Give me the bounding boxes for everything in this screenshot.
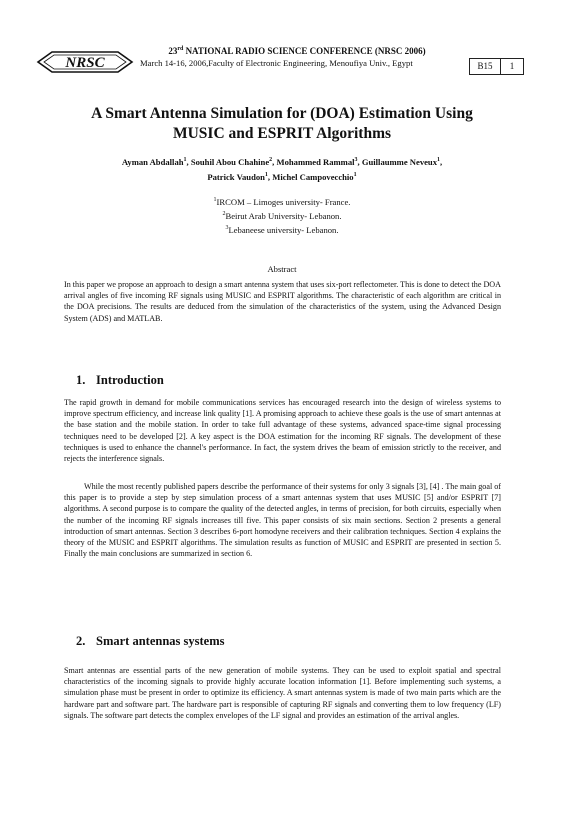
authors-line-2: Patrick Vaudon$^1$, Michel Campovecchio$^1$ [207, 171, 357, 182]
conference-details: March 14-16, 2006,Faculty of Electronic Engineering, Menoufiya Univ., Egypt [140, 58, 413, 68]
conference-header [36, 44, 536, 80]
abstract-heading: Abstract [267, 264, 297, 274]
author-affiliation-mark: 1 [264, 171, 268, 178]
affiliation-text: Beirut Arab University- Lebanon. [225, 210, 342, 221]
author-name: Guillaumme Neveux [361, 156, 438, 167]
section-title: Introduction [96, 373, 164, 387]
introduction-paragraph-2 [64, 481, 501, 559]
page-number: 1 [501, 58, 524, 75]
abstract-text: In this paper we propose an approach to design a smart antenna system that uses six-port reflectometer. This is done to detect the DOA arrival angles of five incoming RF signals using MUSIC and ESPRIT algorithms. The characteristic of each algorithm are critical in the DOA precisions. The results are deduced from the simulation of the characteristics of the system, using the Advanced Design System (ADS) and MATLAB. [64, 280, 501, 323]
author-affiliation-mark: 3 [354, 157, 358, 163]
title-line-1: A Smart Antenna Simulation for (DOA) Estimation Using [91, 105, 473, 122]
affiliation-item [40, 222, 524, 236]
paper-code: B15 [469, 58, 501, 75]
author-affiliation-mark: 1 [353, 171, 357, 178]
author-name: Patrick Vaudon [207, 171, 265, 182]
conference-ordinal: 23 [168, 46, 178, 56]
author-name: Mohammed Rammal [276, 156, 355, 167]
affiliation-item [40, 208, 524, 222]
conference-name: NATIONAL RADIO SCIENCE CONFERENCE (NRSC 2006) [185, 46, 426, 56]
author-name: Ayman Abdallah [121, 156, 184, 167]
affiliation-text: Lebaneese university- Lebanon. [228, 224, 339, 235]
affiliation-list [40, 194, 524, 236]
logo-text: NRSC [65, 55, 105, 71]
section-title: Smart antennas systems [96, 634, 225, 648]
affiliation-text: IRCOM – Limoges university- France. [216, 196, 351, 207]
authors-line-1: Ayman Abdallah$^1$, Souhil Abou Chahine$^2$, Mohammed Rammal$^3$, Guillaumme Neveux$^1$, [121, 156, 443, 167]
affiliation-mark: 2 [222, 210, 226, 217]
author-name: Michel Campovecchio [272, 171, 354, 182]
author-affiliation-mark: 1 [183, 157, 187, 163]
author-list [40, 154, 524, 184]
author-affiliation-mark: 1 [437, 157, 441, 163]
section-number: 2. [76, 634, 86, 648]
conference-logo [36, 44, 134, 80]
author-affiliation-mark: 2 [269, 157, 273, 163]
paper-code-box [469, 58, 524, 75]
author-name: Souhil Abou Chahine [190, 156, 270, 167]
affiliation-mark: 1 [213, 197, 217, 203]
paragraph-text: While the most recently published papers describe the performance of their systems for only 3 signals [3], [4] . The main goal of this paper is to provide a step by step simulation process of a smart antennas system that uses MUSIC [5] and/or ESPRIT [7] algorithms. A second purpose is to compare the quality of the detected angles, in terms of precision, for both circuits, especially when the number of the incoming RF signals increases till five. This paper consists of six main sections. Section 2 presents a general introduction of smart antennas. Section 3 describes 6-port homodyne receivers and their calibration techniques. Section 4 explains the theory of the MUSIC and ESPRIT algorithms. The simulation results as function of MUSIC and ESPRIT are presented in section 5. Finally the main conclusions are summarized in section 6. [64, 482, 501, 559]
affiliation-mark: 3 [225, 224, 229, 231]
smart-antennas-paragraph-1: Smart antennas are essential parts of the new generation of mobile systems. They can be used to exploit spatial and spectral characteristics of the incoming signals to provide highly accurate location information [1]. Before implementing such systems, a simulation phase must be present in order to optimize its efficiency. A smart antennas system is made of two main parts which are the hardware part and software part. The hardware part is responsible of capturing RF signals and converting them to low frequency (LF) signals. The software part detects the complex envelopes of the LF signal and provides an estimation of the arrival angles. [64, 666, 501, 720]
affiliation-item [40, 194, 524, 208]
paper-title [40, 104, 524, 144]
title-line-2: MUSIC and ESPRIT Algorithms [172, 125, 392, 142]
section-number: 1. [76, 373, 86, 387]
section-heading-introduction [76, 372, 164, 388]
conference-ordinal-suffix: rd [177, 46, 184, 52]
conference-title [152, 44, 442, 57]
introduction-paragraph-1: The rapid growth in demand for mobile communications services has encouraged research into the design of wireless systems to improve spectrum efficiency, and increase link quality [1]. A promising approach to achieve these goals is the use of smart antennas at the base station and the mobile station. In order to take full advantage of these systems, advanced space-time signal processing techniques need to be developed [2]. A key aspect is the DOA estimation for the incoming RF signals. The development of these techniques is used to enhance the channel's performance. In fact, the system drives the beam of emission strictly to the receiver, and rejects the interference signals. [64, 398, 501, 464]
section-heading-smart-antennas [76, 633, 224, 649]
